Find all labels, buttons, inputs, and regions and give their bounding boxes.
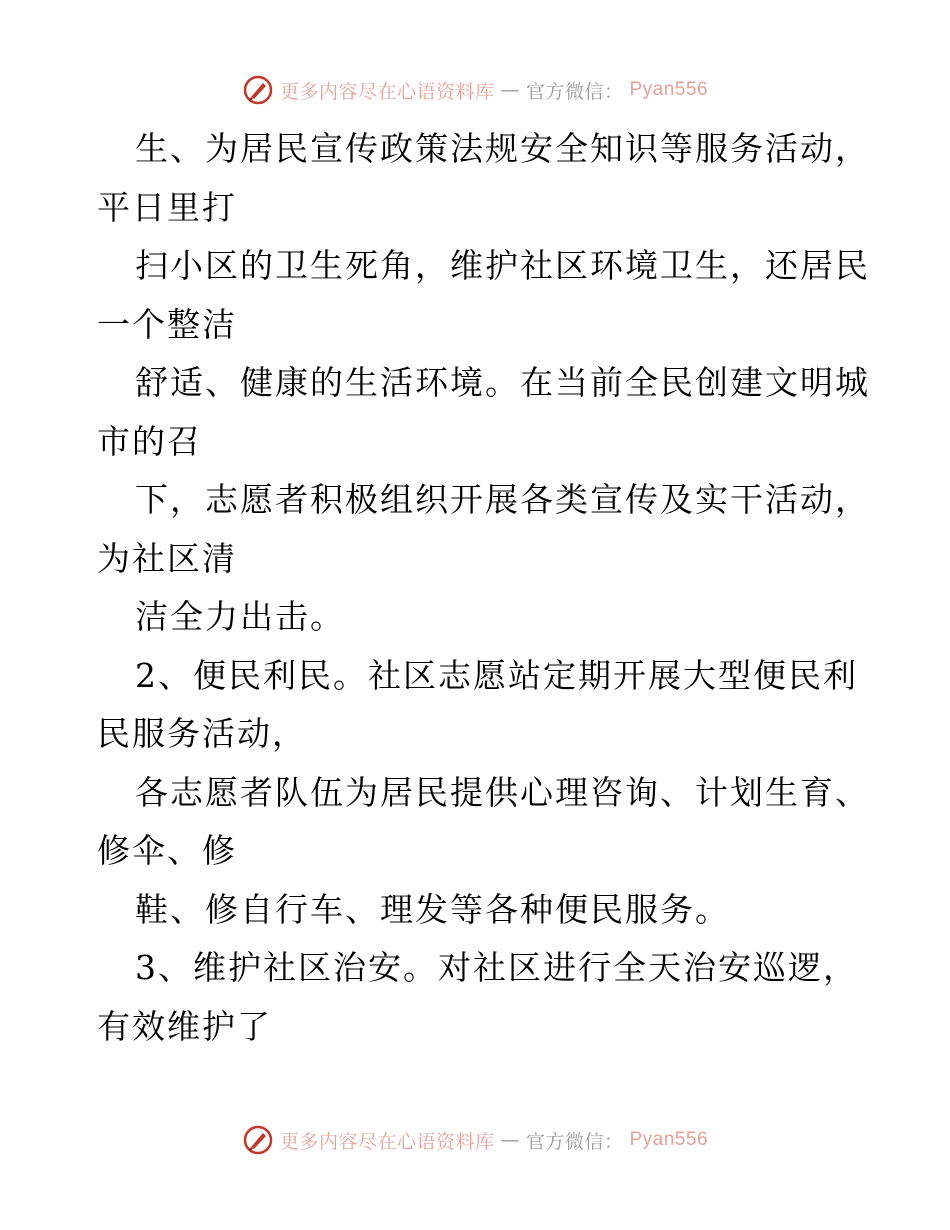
- document-body: [97, 120, 870, 1056]
- body-line: 各志愿者队伍为居民提供心理咨询、计划生育、: [135, 772, 870, 812]
- body-line: 民服务活动，: [97, 714, 307, 753]
- body-line: 舒适、健康的生活环境。在当前全民创建文明城: [135, 363, 870, 402]
- watermark-main-text: 更多内容尽在心语资料库: [279, 80, 495, 103]
- body-line: 平日里打: [97, 187, 237, 227]
- body-line: 一个整洁: [97, 304, 237, 344]
- body-line: 市的召: [97, 421, 202, 461]
- body-line: 下，志愿者积极组织开展各类宣传及实干活动，: [135, 480, 870, 519]
- watermark-separator: —: [500, 1129, 520, 1151]
- body-line: 修伞、修: [97, 831, 237, 870]
- body-line: 3、维护社区治安。对社区进行全天治安巡逻，: [135, 948, 858, 987]
- page-footer-watermark: [0, 1120, 950, 1160]
- body-line: 为社区清: [97, 538, 237, 578]
- watermark-official-label: 官方微信：: [525, 1130, 624, 1153]
- body-line: 有效维护了: [97, 1006, 272, 1046]
- body-line: 鞋、修自行车、理发等各种便民服务。: [135, 889, 730, 929]
- watermark-wechat-id: Pyan556: [629, 79, 709, 100]
- watermark-separator: —: [500, 79, 520, 101]
- pen-logo-icon: [242, 1124, 274, 1156]
- body-line: 洁全力出击。: [135, 597, 345, 636]
- body-line: 扫小区的卫生死角，维护社区环境卫生，还居民: [135, 246, 870, 285]
- body-line: 2、便民利民。社区志愿站定期开展大型便民利: [135, 655, 858, 695]
- watermark: [242, 74, 708, 106]
- page-header-watermark: [0, 70, 950, 110]
- watermark-official-label: 官方微信：: [525, 80, 624, 103]
- watermark: [242, 1124, 708, 1156]
- pen-logo-icon: [242, 74, 274, 106]
- body-line: 生、为居民宣传政策法规安全知识等服务活动，: [135, 129, 870, 168]
- watermark-main-text: 更多内容尽在心语资料库: [279, 1130, 495, 1153]
- watermark-wechat-id: Pyan556: [629, 1129, 709, 1150]
